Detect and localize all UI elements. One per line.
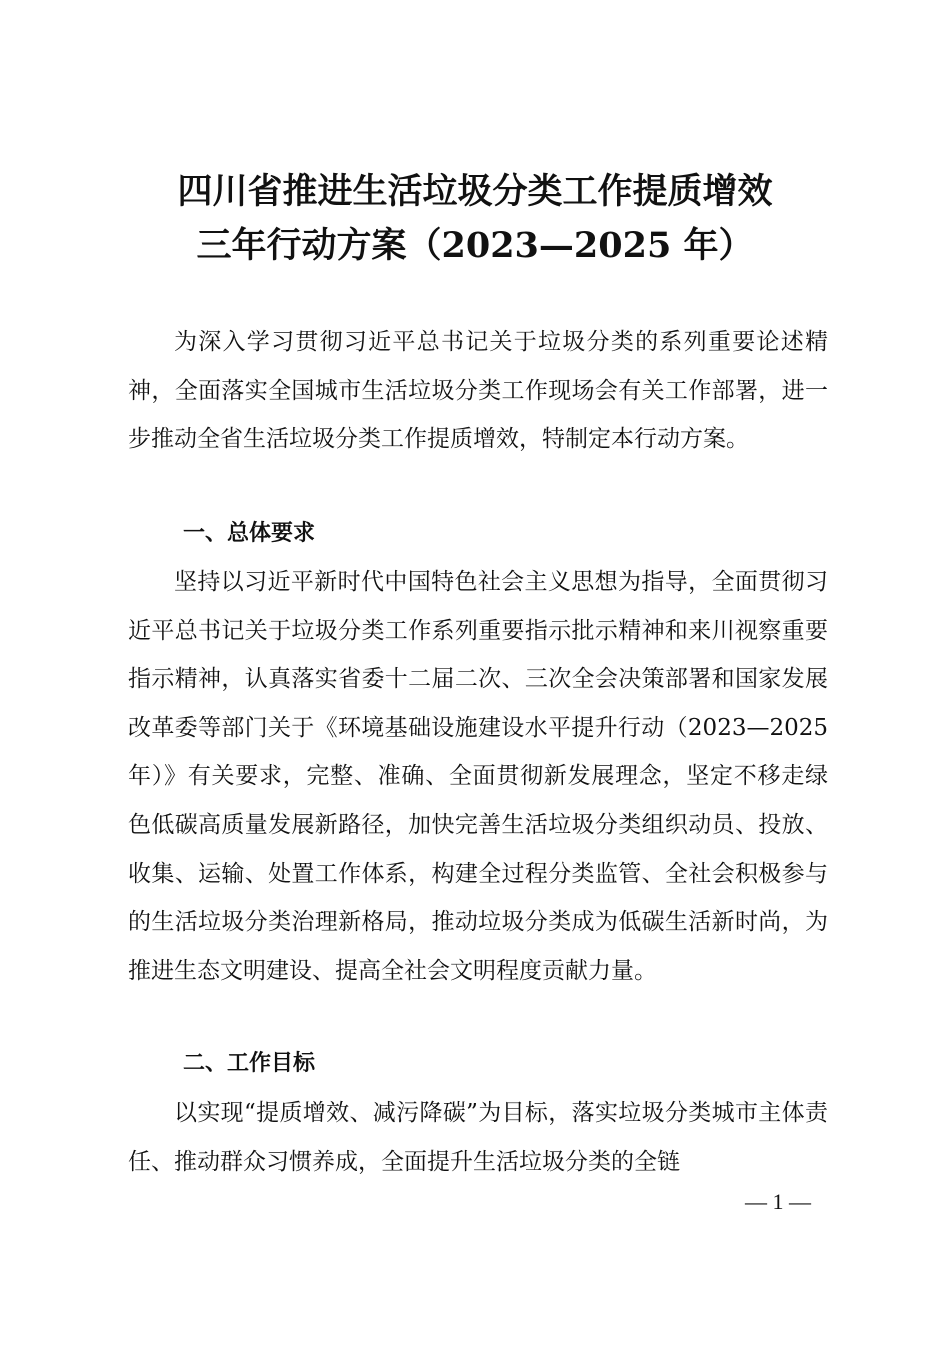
- document-title-line-1: 四川省推进生活垃圾分类工作提质增效: [177, 171, 773, 212]
- intro-paragraph-block: [128, 318, 828, 464]
- intro-paragraph: 为深入学习贯彻习近平总书记关于垃圾分类的系列重要论述精神，全面落实全国城市生活垃圾分类工作现场会有关工作部署，进一步推动全省生活垃圾分类工作提质增效，特制定本行动方案。: [128, 329, 828, 453]
- section-1-block: [128, 510, 828, 559]
- section-1-body-block: [128, 558, 828, 995]
- section-2-paragraph: 以实现“提质增效、减污降碳”为目标，落实垃圾分类城市主体责任、推动群众习惯养成，全面提升生活垃圾分类的全链: [128, 1100, 828, 1175]
- section-1-heading: 一、总体要求: [183, 521, 316, 546]
- section-2-block: [128, 1040, 828, 1089]
- section-2-heading: 二、工作目标: [183, 1051, 316, 1076]
- document-title-line-2: 三年行动方案（2023—2025 年）: [196, 225, 754, 266]
- section-2-body-block: [128, 1089, 828, 1186]
- section-1-paragraph: 坚持以习近平新时代中国特色社会主义思想为指导，全面贯彻习近平总书记关于垃圾分类工作系列重要指示批示精神和来川视察重要指示精神，认真落实省委十二届二次、三次全会决策部署和国家发展改革委等部门关于《环境基础设施建设水平提升行动（2023—2025 年）》有关要求，完整、准确、全面贯彻新发展理念，坚定不移走绿色低碳高质量发展新路径，加快完善生活垃圾分类组织动员、投放、收集、运输、处置工作体系，构建全过程分类监管、全社会积极参与的生活垃圾分类治理新格局，推动垃圾分类成为低碳生活新时尚，为推进生态文明建设、提高全社会文明程度贡献力量。: [128, 569, 828, 984]
- page-number: — 1 —: [745, 1189, 811, 1214]
